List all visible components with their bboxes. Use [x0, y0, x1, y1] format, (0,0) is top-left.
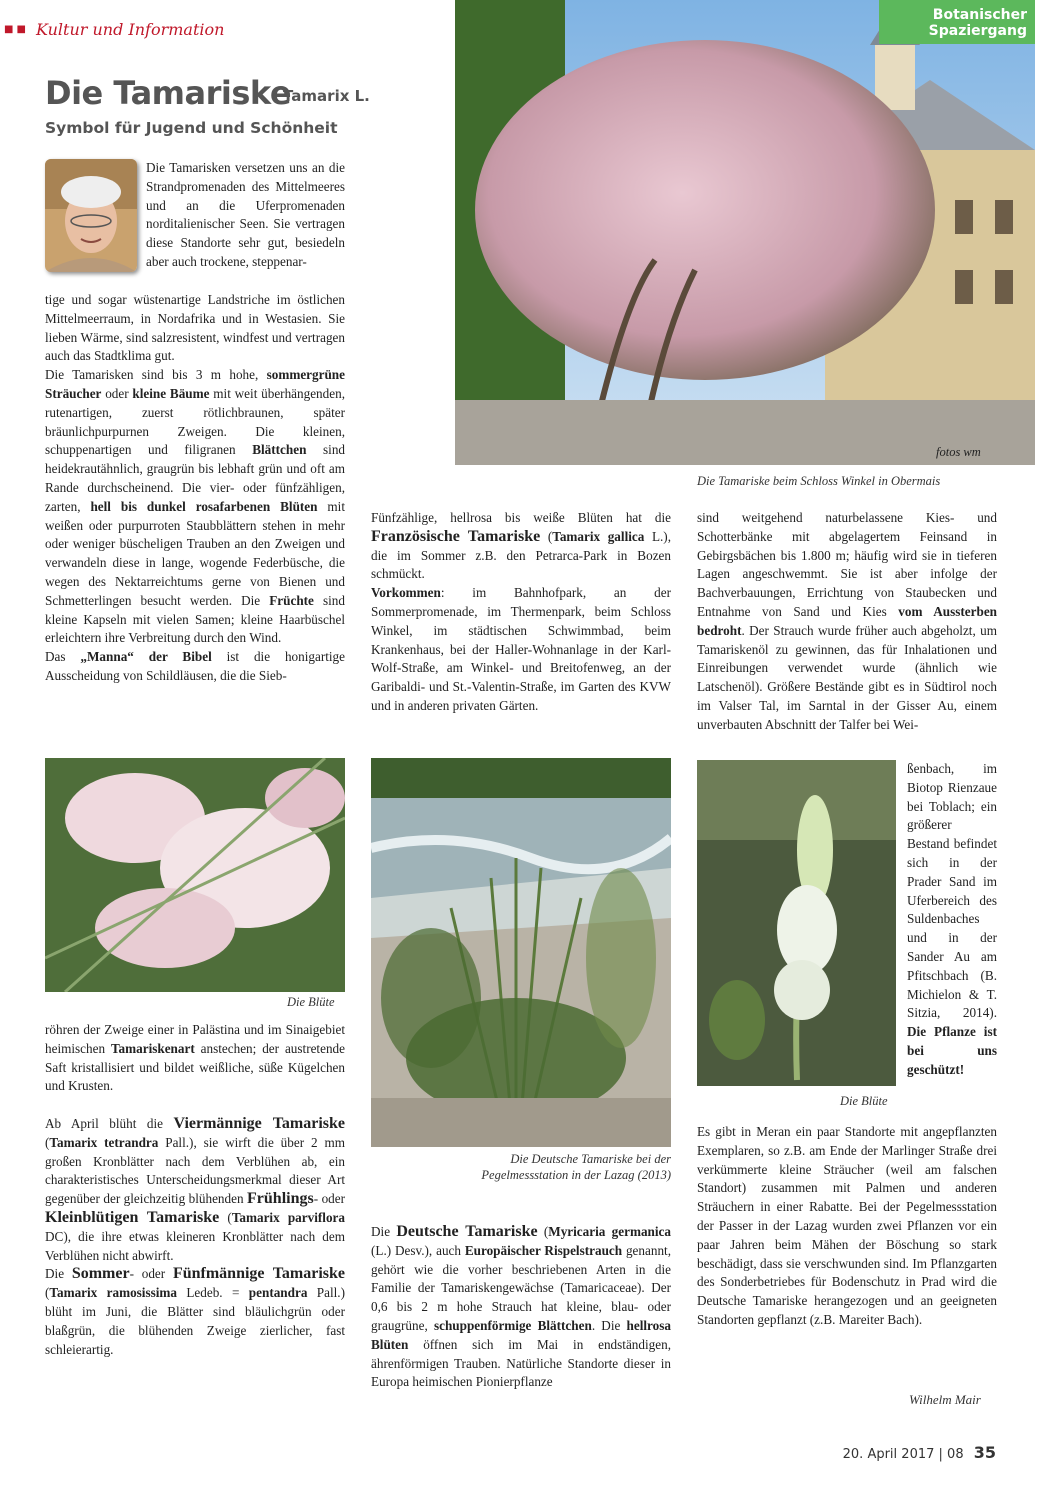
author-portrait	[45, 159, 137, 272]
species-paragraph: Ab April blüht die Viermännige Tamariske (Tamarix tetrandra Pall.), sie wirft die über 2 mm großen Kronblätter nach dem Verblühen ab, ein charakteristisches Unterscheidungsmerkmal dieser Art gegenüber der gleichzeitig blühenden Frühlings- oder Kleinblütigen Tamariske (Tamarix parviflora DC), die ihre etwas kleineren Kronblätter nach dem Verblühen nicht abwirft. Die Sommer- oder Fünfmännige Tamariske (Tamarix ramosissima Ledeb. = pentandra Pall.) blüht im Juni, die Blätter sind bläulichgrün oder blaßgrün, die blühenden Zweige zierlicher, fast schleierartig.	[45, 1115, 345, 1357]
article-title: Die Tamariske	[45, 74, 292, 112]
german-tamarisk-caption	[371, 1151, 671, 1183]
german-tamarisk-caption-line-1: Die Deutsche Tamariske bei der	[510, 1152, 671, 1166]
german-tamarisk-photo	[371, 758, 671, 1147]
footer-separator: |	[938, 1447, 948, 1462]
bloom-photo-1-caption: Die Blüte	[287, 995, 335, 1009]
page-footer	[843, 1443, 996, 1462]
main-photo-tamarisk-castle	[455, 0, 1035, 465]
badge-botanischer-spaziergang	[879, 0, 1035, 44]
article-latin-name: Tamarix L.	[283, 87, 370, 105]
section-label: Kultur und Information	[36, 20, 225, 39]
main-photo-caption: Die Tamariske beim Schloss Winkel in Obermais	[697, 474, 941, 488]
section-marker: ■■	[4, 24, 29, 35]
author-name: Wilhelm Mair	[909, 1392, 981, 1407]
bloom-photo-1	[45, 758, 345, 992]
badge-line-2: Spaziergang	[928, 23, 1027, 39]
footer-date: 20. April 2017	[842, 1447, 935, 1462]
intro-paragraph: tige und sogar wüstenartige Landstriche im östlichen Mittelmeerraum, in Nordafrika und in Westasien. Sie lieben Wärme, sind salzresistent, windfest und vertragen auch das Stadtklima gut. Die Tamarisken sind bis 3 m hohe, sommergrüne Sträucher oder kleine Bäume mit weit überhängenden, rutenartigen, zuerst rötlichbraunen, später bräunlichpurpurnen Zweigen. Die kleinen, schuppenartigen und filigranen Blättchen sind heidekrautähnlich, graugrün bis lebhaft grün und oft am Rande durchscheinend. Die vier- oder fünfzähligen, zarten, hell bis dunkel rosafarbenen Blüten mit weißen oder purpurroten Staubblättern stehen in mehr oder weniger büscheligen Trauben an den Zweigen und verwandeln diese in lange, wogende Federbüsche, die wegen des Nektarreichtums gerne von Bienen und Schmetterlingen besucht werden. Die Früchte sind kleine Kapseln mit vielen Samen; kleine Haarbüschel erleichtern ihre Verbreitung durch den Wind. Das „Manna“ der Bibel ist die honigartige Ausscheidung von Schildläusen, die die Sieb-	[45, 292, 346, 683]
habitat-paragraph: sind weitgehend naturbelassene Kies- und Schotterbänke mit abgelagertem Feinsand in Gebirgsbächen bis 1.800 m; häufig wird sie in tieferen Lagen angeschwemmt. Sie ist aber infolge der Bachverbauungen, Errichtung von Staubecken und Entnahme von Sand und Kies vom Aussterben bedroht. Der Strauch wurde früher auch abgeholzt, um Tamariskenöl zu gewinnen, das für Inhalationen und Einreibungen verwendet wurde (ähnlich wie Latschenöl). Größere Bestände gibt es in Südtirol noch im Valser Tal, im Sarntal in der Gisser Au, einem unverbauten Abschnitt der Talfer bei Wei-	[697, 510, 998, 732]
german-tamarisk-caption-line-2: Pegelmessstation in der Lazag (2013)	[481, 1168, 671, 1182]
article-subtitle: Symbol für Jugend und Schönheit	[45, 119, 338, 137]
habitat-paragraph-wrap: ßenbach, im Biotop Rienzaue bei Toblach; ein größerer Bestand befindet sich in der Prader Sand im Uferbereich des Suldenbaches und in der Sander Au am Pfitschbach (B. Michielon & T. Sitzia, 2014). Die Pflanze ist bei uns geschützt!	[907, 761, 997, 1077]
german-tamarisk-paragraph: Die Deutsche Tamariske (Myricaria germanica (L.) Desv.), auch Europäischer Rispelstrauch genannt, gehört wie die vorher beschriebenen Arten in die Familie der Tamariskengewächse (Tamaricaceae). Der 0,6 bis 2 m hohe Strauch hat kleine, blau- oder graugrüne, schuppenförmige Blättchen. Die hellrosa Blüten öffnen sich im Mai in endständigen, ährenförmigen Trauben. Natürliche Standorte dieser in Europa heimischen Pionierpflanze	[371, 1223, 671, 1390]
meran-paragraph: Es gibt in Meran ein paar Standorte mit angepflanzten Exemplaren, so z.B. am Ende der Marlinger Straße drei verkümmerte kleine Sträucher (weil am falschen Standort) zusammen mit Palmen und anderen Sträuchern in einer Rabatte. Bei der Pegelmessstation der Passer in der Lazag wurden zwei Pflanzen vor ein paar Jahren beim Mähen der Böschung so stark beschädigt, dass sie verschwunden sind. Im Pflanzgarten des Sonderbetriebes für Bodenschutz in Prad wird die Deutsche Tamariske herangezogen und an geeigneten Standorten gepflanzt (z.B. Mareiter Bach).	[697, 1124, 997, 1327]
bloom-photo-2-caption: Die Blüte	[840, 1094, 888, 1108]
intro-paragraph-top: Die Tamarisken versetzen uns an die Strandpromenaden des Mittelmeeres und an die Uferpromenaden norditalienischer Seen. Sie vertragen diese Standorte sehr gut, besiedeln aber auch trockene, steppenar-	[146, 160, 345, 269]
footer-issue: 08	[947, 1447, 964, 1462]
page-number: 35	[973, 1443, 996, 1462]
french-tamarisk-paragraph: Fünfzählige, hellrosa bis weiße Blüten hat die Französische Tamariske (Tamarix gallica L.), die im Sommer z.B. den Petrarca-Park in Bozen schmückt. Vorkommen: im Bahnhofpark, an der Sommerpromenade, im Thermenpark, beim Schloss Winkel, im städtischen Schwimmbad, beim Krankenhaus, bei der Haller-Wohnanlage in der Karl-Wolf-Straße, am Winkel- und Breitofenweg, an der Garibaldi- und St.-Valentin-Straße, im Garten des KVW und in anderen privaten Gärten.	[371, 510, 671, 713]
bloom-photo-2	[697, 760, 896, 1086]
manna-paragraph: röhren der Zweige einer in Palästina und im Sinaigebiet heimischen Tamariskenart anstechen; der austretende Saft kristallisiert und bildet weißliche, süße Kügelchen und Krusten.	[45, 1022, 345, 1094]
photo-credit: fotos wm	[936, 445, 981, 459]
badge-line-1: Botanischer	[932, 7, 1027, 23]
